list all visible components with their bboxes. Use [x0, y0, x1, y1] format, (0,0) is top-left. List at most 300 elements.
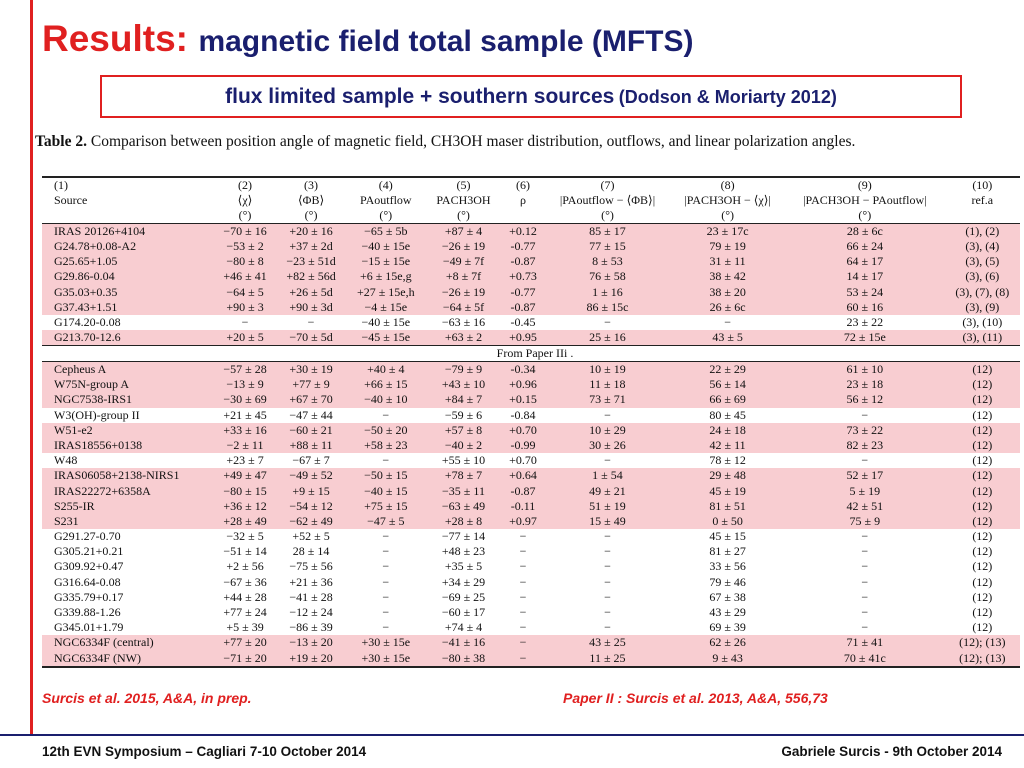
- reference-right: Paper II : Surcis et al. 2013, A&A, 556,73: [563, 690, 828, 706]
- value-cell: (12): [972, 605, 993, 620]
- table-row: [42, 514, 1020, 529]
- value-cell: −: [519, 529, 527, 544]
- value-cell: +77 ± 9: [276, 377, 346, 392]
- value-cell: −: [604, 453, 611, 468]
- value-cell: +90 ± 3d: [276, 300, 346, 315]
- col-name: ρ: [520, 193, 527, 207]
- value-cell: −: [519, 620, 527, 635]
- value-cell: 8 ± 53: [545, 254, 670, 269]
- col-unit: (°): [276, 208, 346, 224]
- value-cell: +55 ± 10: [441, 453, 486, 468]
- value-cell: −75 ± 56: [289, 559, 333, 574]
- value-cell: 0 ± 50: [670, 514, 785, 529]
- value-cell: (12): [972, 574, 993, 589]
- value-cell: +36 ± 12: [214, 499, 276, 514]
- subtitle-main: flux limited sample + southern sources: [225, 85, 615, 108]
- value-cell: +43 ± 10: [426, 377, 502, 392]
- value-cell: -0.77: [501, 239, 544, 254]
- value-cell: +5 ± 39: [226, 620, 264, 635]
- value-cell: (3), (5): [945, 254, 1020, 269]
- value-cell: +30 ± 15e: [346, 635, 426, 650]
- col-unit: (°): [426, 208, 502, 224]
- value-cell: 78 ± 12: [709, 453, 746, 468]
- value-cell: −: [861, 529, 869, 544]
- value-cell: −77 ± 14: [441, 529, 486, 544]
- value-cell: -0.11: [501, 499, 544, 514]
- value-cell: 85 ± 17: [545, 224, 670, 240]
- table-row: [42, 590, 1020, 605]
- value-cell: 43 ± 5: [670, 330, 785, 346]
- value-cell: 70 ± 41c: [785, 651, 945, 667]
- value-cell: −70 ± 5d: [276, 330, 346, 346]
- value-cell: 24 ± 18: [670, 423, 785, 438]
- value-cell: +30 ± 15e: [346, 651, 426, 667]
- value-cell: −45 ± 15e: [346, 330, 426, 346]
- value-cell: 14 ± 17: [785, 269, 945, 284]
- value-cell: +20 ± 16: [276, 224, 346, 240]
- value-cell: −: [604, 544, 611, 559]
- value-cell: 25 ± 16: [545, 330, 670, 346]
- value-cell: −: [382, 544, 390, 559]
- source-cell: G291.27-0.70: [54, 529, 121, 544]
- col-number: (10): [945, 177, 1020, 193]
- value-cell: −: [604, 407, 611, 422]
- col-number: (1): [42, 177, 214, 193]
- source-cell: G309.92+0.47: [54, 559, 124, 574]
- comparison-table: [42, 176, 1020, 668]
- value-cell: 76 ± 58: [545, 269, 670, 284]
- value-cell: −2 ± 11: [214, 438, 276, 453]
- value-cell: −15 ± 15e: [346, 254, 426, 269]
- value-cell: −63 ± 16: [441, 315, 486, 330]
- value-cell: +30 ± 19: [276, 362, 346, 378]
- source-cell: G316.64-0.08: [54, 574, 121, 589]
- col-number: (9): [785, 177, 945, 193]
- value-cell: −30 ± 69: [214, 392, 276, 407]
- value-cell: +23 ± 7: [226, 453, 264, 468]
- value-cell: +88 ± 11: [276, 438, 346, 453]
- value-cell: −50 ± 20: [346, 423, 426, 438]
- footer-left: 12th EVN Symposium – Cagliari 7-10 October 2014: [42, 744, 367, 759]
- value-cell: -0.84: [510, 407, 536, 422]
- col-number: (6): [501, 177, 544, 193]
- value-cell: −: [604, 605, 611, 620]
- table-row: [42, 392, 1020, 407]
- value-cell: 15 ± 49: [545, 514, 670, 529]
- value-cell: 56 ± 14: [670, 377, 785, 392]
- value-cell: −63 ± 49: [426, 499, 502, 514]
- value-cell: +82 ± 56d: [276, 269, 346, 284]
- source-cell: G35.03+0.35: [42, 285, 214, 300]
- value-cell: 69 ± 39: [709, 620, 746, 635]
- value-cell: −: [382, 620, 390, 635]
- value-cell: −: [861, 589, 869, 604]
- value-cell: −40 ± 10: [346, 392, 426, 407]
- value-cell: 52 ± 17: [785, 468, 945, 483]
- value-cell: 66 ± 24: [785, 239, 945, 254]
- value-cell: 38 ± 20: [670, 285, 785, 300]
- value-cell: -0.87: [501, 483, 544, 498]
- col-name: PACH3OH: [436, 193, 491, 207]
- table-row: [42, 408, 1020, 423]
- source-cell: W3(OH)-group II: [54, 407, 140, 422]
- value-cell: −40 ± 15e: [361, 315, 411, 330]
- value-cell: −49 ± 7f: [426, 254, 502, 269]
- value-cell: −26 ± 19: [426, 239, 502, 254]
- value-cell: −: [519, 605, 527, 620]
- value-cell: −79 ± 9: [426, 362, 502, 378]
- value-cell: 67 ± 38: [709, 589, 746, 604]
- value-cell: 38 ± 42: [670, 269, 785, 284]
- subtitle-citation: (Dodson & Moriarty 2012): [618, 87, 837, 107]
- source-cell: IRAS22272+6358A: [42, 483, 214, 498]
- value-cell: −: [604, 529, 611, 544]
- source-cell: IRAS 20126+4104: [42, 224, 214, 240]
- value-cell: −86 ± 39: [289, 620, 333, 635]
- source-cell: G29.86-0.04: [42, 269, 214, 284]
- value-cell: 42 ± 11: [670, 438, 785, 453]
- table-caption-label: Table 2.: [35, 133, 87, 150]
- value-cell: −: [861, 620, 869, 635]
- value-cell: +0.12: [501, 224, 544, 240]
- value-cell: 9 ± 43: [670, 651, 785, 667]
- value-cell: 75 ± 9: [785, 514, 945, 529]
- value-cell: −: [724, 315, 731, 330]
- value-cell: 53 ± 24: [785, 285, 945, 300]
- value-cell: −49 ± 52: [276, 468, 346, 483]
- source-cell: IRAS06058+2138-NIRS1: [42, 468, 214, 483]
- value-cell: 80 ± 45: [709, 407, 746, 422]
- value-cell: +28 ± 49: [214, 514, 276, 529]
- value-cell: 49 ± 21: [545, 483, 670, 498]
- value-cell: -0.87: [501, 300, 544, 315]
- value-cell: −: [861, 544, 869, 559]
- value-cell: −59 ± 6: [444, 407, 483, 422]
- value-cell: −4 ± 15e: [346, 300, 426, 315]
- source-cell: NGC6334F (NW): [42, 651, 214, 667]
- value-cell: (12): [945, 423, 1020, 438]
- value-cell: +44 ± 28: [223, 589, 267, 604]
- value-cell: 42 ± 51: [785, 499, 945, 514]
- value-cell: (1), (2): [945, 224, 1020, 240]
- value-cell: (12); (13): [945, 651, 1020, 667]
- value-cell: −40 ± 15e: [346, 239, 426, 254]
- value-cell: 10 ± 19: [545, 362, 670, 378]
- value-cell: (12): [945, 483, 1020, 498]
- separator-label: From Paper IIi .: [42, 346, 1020, 362]
- value-cell: +26 ± 5d: [276, 285, 346, 300]
- value-cell: 73 ± 71: [545, 392, 670, 407]
- value-cell: −60 ± 21: [276, 423, 346, 438]
- value-cell: -0.77: [501, 285, 544, 300]
- table-row: [42, 620, 1020, 635]
- value-cell: −80 ± 8: [214, 254, 276, 269]
- value-cell: +0.15: [501, 392, 544, 407]
- value-cell: −: [604, 620, 611, 635]
- value-cell: +87 ± 4: [426, 224, 502, 240]
- value-cell: −: [382, 605, 390, 620]
- value-cell: 82 ± 23: [785, 438, 945, 453]
- value-cell: −: [604, 559, 611, 574]
- value-cell: 45 ± 19: [670, 483, 785, 498]
- value-cell: −69 ± 25: [441, 589, 486, 604]
- value-cell: 71 ± 41: [785, 635, 945, 650]
- value-cell: +78 ± 7: [426, 468, 502, 483]
- value-cell: +0.64: [501, 468, 544, 483]
- value-cell: −: [382, 453, 390, 468]
- value-cell: −26 ± 19: [426, 285, 502, 300]
- header-row-names: [42, 193, 1020, 208]
- table-caption: [35, 133, 855, 151]
- value-cell: (3), (7), (8): [945, 285, 1020, 300]
- source-cell: G25.65+1.05: [42, 254, 214, 269]
- table-row: [42, 529, 1020, 544]
- source-cell: G37.43+1.51: [42, 300, 214, 315]
- source-cell: G24.78+0.08-A2: [42, 239, 214, 254]
- value-cell: (12): [945, 438, 1020, 453]
- value-cell: (12): [945, 468, 1020, 483]
- value-cell: −: [519, 559, 527, 574]
- col-number: (3): [276, 177, 346, 193]
- value-cell: -0.87: [501, 254, 544, 269]
- value-cell: +90 ± 3: [214, 300, 276, 315]
- table-row: [42, 377, 1020, 392]
- table-row: [42, 499, 1020, 514]
- table-row: [42, 300, 1020, 315]
- value-cell: −50 ± 15: [346, 468, 426, 483]
- value-cell: 43 ± 29: [709, 605, 746, 620]
- value-cell: −: [861, 574, 869, 589]
- col-name: |PAoutflow − ⟨ΦB⟩|: [559, 193, 656, 207]
- value-cell: 64 ± 17: [785, 254, 945, 269]
- value-cell: −47 ± 44: [289, 407, 333, 422]
- value-cell: −60 ± 17: [441, 605, 486, 620]
- value-cell: +77 ± 20: [214, 635, 276, 650]
- table-body: [42, 224, 1020, 667]
- value-cell: −: [382, 589, 390, 604]
- table-row: [42, 330, 1020, 346]
- value-cell: −80 ± 38: [426, 651, 502, 667]
- value-cell: 73 ± 22: [785, 423, 945, 438]
- table-row: [42, 651, 1020, 667]
- value-cell: (12): [972, 529, 993, 544]
- value-cell: +46 ± 41: [214, 269, 276, 284]
- col-name: ⟨χ⟩: [237, 193, 253, 207]
- value-cell: (12): [945, 392, 1020, 407]
- subtitle-box: [100, 75, 962, 118]
- table-row: [42, 575, 1020, 590]
- value-cell: (12): [945, 499, 1020, 514]
- value-cell: −40 ± 2: [426, 438, 502, 453]
- value-cell: −: [382, 574, 390, 589]
- title-results: Results:: [42, 18, 188, 59]
- value-cell: +77 ± 24: [223, 605, 267, 620]
- value-cell: +0.95: [501, 330, 544, 346]
- value-cell: −13 ± 20: [276, 635, 346, 650]
- value-cell: −: [861, 605, 869, 620]
- value-cell: (12): [945, 514, 1020, 529]
- value-cell: -0.34: [501, 362, 544, 378]
- source-cell: Cepheus A: [42, 362, 214, 378]
- value-cell: +0.70: [509, 453, 537, 468]
- value-cell: −: [519, 544, 527, 559]
- value-cell: +8 ± 7f: [426, 269, 502, 284]
- value-cell: −80 ± 15: [214, 483, 276, 498]
- table-row: [42, 544, 1020, 559]
- value-cell: (12): [972, 589, 993, 604]
- col-unit: [501, 208, 544, 224]
- value-cell: +33 ± 16: [214, 423, 276, 438]
- footer-right: Gabriele Surcis - 9th October 2014: [781, 744, 1002, 759]
- value-cell: +21 ± 45: [223, 407, 267, 422]
- header-row-numbers: [42, 177, 1020, 193]
- value-cell: 62 ± 26: [670, 635, 785, 650]
- col-number: (5): [426, 177, 502, 193]
- value-cell: −: [307, 315, 315, 330]
- table-row: [42, 468, 1020, 483]
- value-cell: −: [519, 574, 527, 589]
- source-cell: G305.21+0.21: [54, 544, 124, 559]
- value-cell: 23 ± 18: [785, 377, 945, 392]
- value-cell: −41 ± 16: [426, 635, 502, 650]
- value-cell: +52 ± 5: [292, 529, 330, 544]
- col-name: ref.a: [971, 193, 994, 207]
- value-cell: (12): [972, 453, 993, 468]
- value-cell: −71 ± 20: [214, 651, 276, 667]
- value-cell: −57 ± 28: [214, 362, 276, 378]
- source-cell: G174.20-0.08: [54, 315, 121, 330]
- value-cell: 22 ± 29: [670, 362, 785, 378]
- value-cell: −: [501, 635, 544, 650]
- slide-title: [42, 18, 694, 60]
- source-cell: IRAS18556+0138: [42, 438, 214, 453]
- value-cell: 31 ± 11: [670, 254, 785, 269]
- value-cell: +6 ± 15e,g: [346, 269, 426, 284]
- value-cell: (3), (6): [945, 269, 1020, 284]
- source-cell: NGC7538-IRS1: [42, 392, 214, 407]
- value-cell: +35 ± 5: [444, 559, 483, 574]
- value-cell: -0.99: [501, 438, 544, 453]
- source-cell: W75N-group A: [42, 377, 214, 392]
- col-number: (2): [214, 177, 276, 193]
- value-cell: +34 ± 29: [441, 574, 486, 589]
- value-cell: +63 ± 2: [426, 330, 502, 346]
- col-unit: (°): [785, 208, 945, 224]
- col-unit: (°): [670, 208, 785, 224]
- table-row: [42, 483, 1020, 498]
- value-cell: +58 ± 23: [346, 438, 426, 453]
- value-cell: 1 ± 16: [545, 285, 670, 300]
- value-cell: −51 ± 14: [223, 544, 267, 559]
- col-name: PAoutflow: [360, 193, 412, 207]
- value-cell: 30 ± 26: [545, 438, 670, 453]
- source-cell: W51-e2: [42, 423, 214, 438]
- table-separator-row: [42, 346, 1020, 362]
- value-cell: -0.45: [510, 315, 536, 330]
- value-cell: −54 ± 12: [276, 499, 346, 514]
- value-cell: +57 ± 8: [426, 423, 502, 438]
- value-cell: −64 ± 5f: [426, 300, 502, 315]
- value-cell: +27 ± 15e,h: [346, 285, 426, 300]
- value-cell: 79 ± 19: [670, 239, 785, 254]
- table-row: [42, 254, 1020, 269]
- source-cell: NGC6334F (central): [42, 635, 214, 650]
- value-cell: +21 ± 36: [289, 574, 333, 589]
- table-row: [42, 269, 1020, 284]
- value-cell: (3), (9): [945, 300, 1020, 315]
- value-cell: 29 ± 48: [670, 468, 785, 483]
- value-cell: (12); (13): [945, 635, 1020, 650]
- value-cell: 43 ± 25: [545, 635, 670, 650]
- value-cell: +9 ± 15: [276, 483, 346, 498]
- table-wrapper: [42, 176, 1020, 668]
- col-number: (7): [545, 177, 670, 193]
- table-row: [42, 438, 1020, 453]
- source-cell: G213.70-12.6: [42, 330, 214, 346]
- table-row: [42, 453, 1020, 468]
- value-cell: +40 ± 4: [346, 362, 426, 378]
- value-cell: 81 ± 27: [709, 544, 746, 559]
- value-cell: +75 ± 15: [346, 499, 426, 514]
- value-cell: −35 ± 11: [426, 483, 502, 498]
- source-cell: G345.01+1.79: [54, 620, 124, 635]
- value-cell: 10 ± 29: [545, 423, 670, 438]
- table-row: [42, 285, 1020, 300]
- table-row: [42, 224, 1020, 240]
- table-row: [42, 635, 1020, 650]
- value-cell: 28 ± 14: [292, 544, 330, 559]
- value-cell: +66 ± 15: [346, 377, 426, 392]
- value-cell: (12): [945, 377, 1020, 392]
- table-row: [42, 605, 1020, 620]
- col-number: (4): [346, 177, 426, 193]
- value-cell: 23 ± 17c: [670, 224, 785, 240]
- value-cell: 60 ± 16: [785, 300, 945, 315]
- source-cell: G339.88-1.26: [54, 605, 121, 620]
- header-row-units: [42, 208, 1020, 224]
- source-cell: W48: [54, 453, 78, 468]
- value-cell: 66 ± 69: [670, 392, 785, 407]
- value-cell: −53 ± 2: [214, 239, 276, 254]
- col-name: ⟨ΦB⟩: [297, 193, 325, 207]
- value-cell: −: [604, 574, 611, 589]
- value-cell: +20 ± 5: [214, 330, 276, 346]
- value-cell: (12): [972, 407, 993, 422]
- col-name: Source: [54, 193, 88, 207]
- value-cell: −32 ± 5: [226, 529, 264, 544]
- value-cell: −: [501, 651, 544, 667]
- value-cell: −: [861, 559, 869, 574]
- footer-divider: [0, 734, 1024, 736]
- value-cell: −70 ± 16: [214, 224, 276, 240]
- value-cell: −23 ± 51d: [276, 254, 346, 269]
- table-caption-text: Comparison between position angle of magnetic field, CH3OH maser distribution, outflows, and linear polarization angles.: [90, 133, 856, 150]
- value-cell: −47 ± 5: [346, 514, 426, 529]
- source-cell: S255-IR: [42, 499, 214, 514]
- value-cell: (12): [972, 544, 993, 559]
- value-cell: 79 ± 46: [709, 574, 746, 589]
- col-unit: [945, 208, 1020, 224]
- value-cell: +0.73: [501, 269, 544, 284]
- col-name: |PACH3OH − ⟨χ⟩|: [684, 193, 771, 207]
- value-cell: (3), (11): [945, 330, 1020, 346]
- col-number: (8): [670, 177, 785, 193]
- value-cell: +2 ± 56: [226, 559, 264, 574]
- value-cell: +84 ± 7: [426, 392, 502, 407]
- value-cell: 11 ± 25: [545, 651, 670, 667]
- value-cell: +74 ± 4: [444, 620, 483, 635]
- value-cell: 77 ± 15: [545, 239, 670, 254]
